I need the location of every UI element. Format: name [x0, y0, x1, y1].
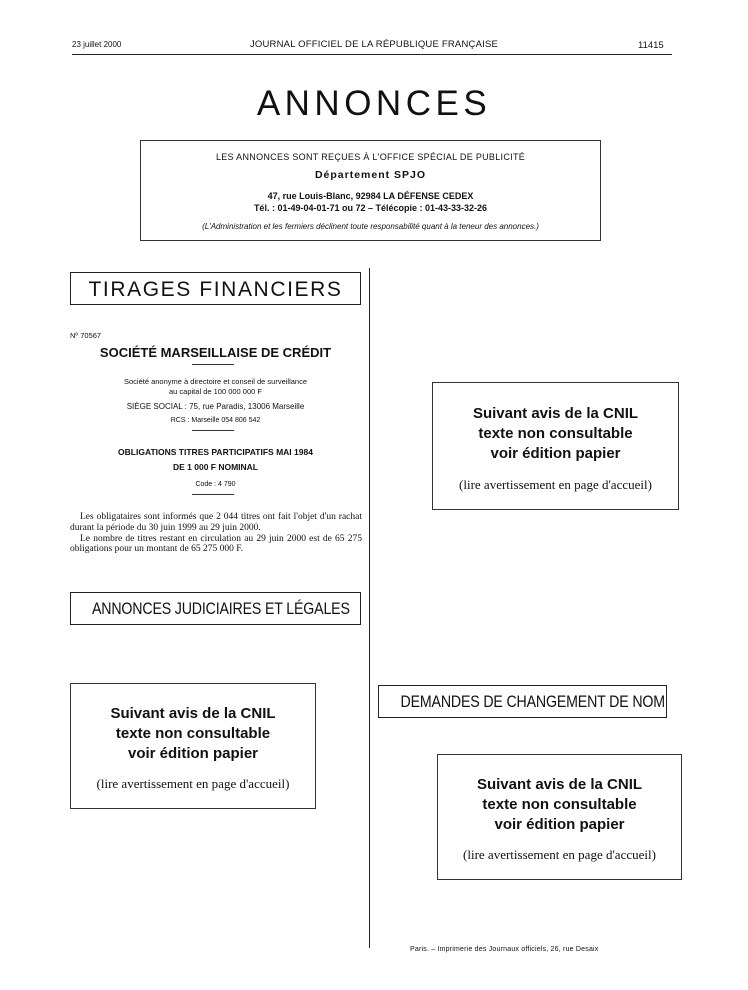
separator-rule — [192, 364, 234, 365]
company-head-office: SIÈGE SOCIAL : 75, rue Paradis, 13006 Marseille — [126, 402, 305, 411]
section-heading-label: ANNONCES JUDICIAIRES ET LÉGALES — [91, 600, 350, 618]
cnil-warning: (lire avertissement en page d'accueil) — [463, 847, 656, 862]
header-journal-title: JOURNAL OFFICIEL DE LA RÉPUBLIQUE FRANÇAISE — [249, 39, 499, 50]
cnil-line-non-consultable: texte non consultable — [482, 796, 637, 813]
body-paragraph: Le nombre de titres restant en circulation au 29 juin 2000 est de 65 275 obligations pour un montant de 65 275 000 F. — [70, 533, 362, 555]
section-heading-tirages: TIRAGES FINANCIERS — [70, 272, 361, 305]
section-heading-annonces-judiciaires — [70, 592, 361, 625]
cnil-notice-box — [437, 754, 682, 880]
cnil-line-avis: Suivant avis de la CNIL — [110, 705, 276, 722]
body-paragraph: Les obligataires sont informés que 2 044 titres ont fait l'objet d'un rachat durant la période du 30 juin 1999 au 29 juin 2000. — [70, 512, 362, 533]
notice-line-disclaimer: (L'Administration et les fermiers déclinent toute responsabilité quant à la teneur des annonces.) — [202, 222, 539, 231]
announcement-number: Nº 70567 — [70, 331, 102, 340]
notice-line-department: Département SPJO — [314, 169, 427, 181]
page-title: ANNONCES — [256, 84, 492, 123]
obligations-code: Code : 4 790 — [195, 481, 236, 488]
notice-line-address: 47, rue Louis-Blanc, 92984 LA DÉFENSE CEDEX — [267, 191, 474, 201]
notice-line-phone: Tél. : 01-49-04-01-71 ou 72 – Télécopie : 01-43-33-32-26 — [253, 203, 488, 213]
company-name: SOCIÉTÉ MARSEILLAISE DE CRÉDIT — [99, 345, 332, 360]
cnil-warning: (lire avertissement en page d'accueil) — [459, 477, 652, 492]
printer-footer: Paris. – Imprimerie des Journaux officiels, 26, rue Desaix — [410, 946, 599, 953]
cnil-warning: (lire avertissement en page d'accueil) — [96, 776, 290, 791]
separator-rule — [192, 430, 234, 431]
header-page-number: 11415 — [638, 40, 664, 51]
company-description: Société anonyme à directoire et conseil de surveillance — [123, 377, 308, 386]
cnil-line-edition-papier: voir édition papier — [490, 445, 621, 462]
cnil-line-avis: Suivant avis de la CNIL — [476, 776, 643, 793]
header-rule — [72, 54, 672, 55]
separator-rule — [192, 494, 234, 495]
publicity-notice-box — [140, 140, 601, 241]
cnil-line-edition-papier: voir édition papier — [127, 745, 259, 762]
cnil-line-avis: Suivant avis de la CNIL — [472, 405, 639, 422]
cnil-line-edition-papier: voir édition papier — [494, 816, 625, 833]
announcement-body — [70, 512, 362, 555]
header-date: 23 juillet 2000 — [72, 40, 122, 49]
notice-line-reception: LES ANNONCES SONT REÇUES À L'OFFICE SPÉCIAL DE PUBLICITÉ — [215, 152, 526, 162]
section-heading-label: DEMANDES DE CHANGEMENT DE NOM — [400, 693, 665, 711]
obligations-nominal: DE 1 000 F NOMINAL — [172, 462, 259, 472]
obligations-title: OBLIGATIONS TITRES PARTICIPATIFS MAI 1984 — [118, 447, 313, 457]
cnil-notice-box — [432, 382, 679, 510]
company-capital: au capital de 100 000 000 F — [169, 387, 262, 396]
cnil-notice-box — [70, 683, 316, 809]
cnil-line-non-consultable: texte non consultable — [478, 425, 633, 442]
column-divider — [369, 268, 370, 948]
section-heading-demandes — [378, 685, 667, 718]
cnil-line-non-consultable: texte non consultable — [115, 725, 271, 742]
company-rcs: RCS : Marseille 054 806 542 — [170, 417, 261, 424]
